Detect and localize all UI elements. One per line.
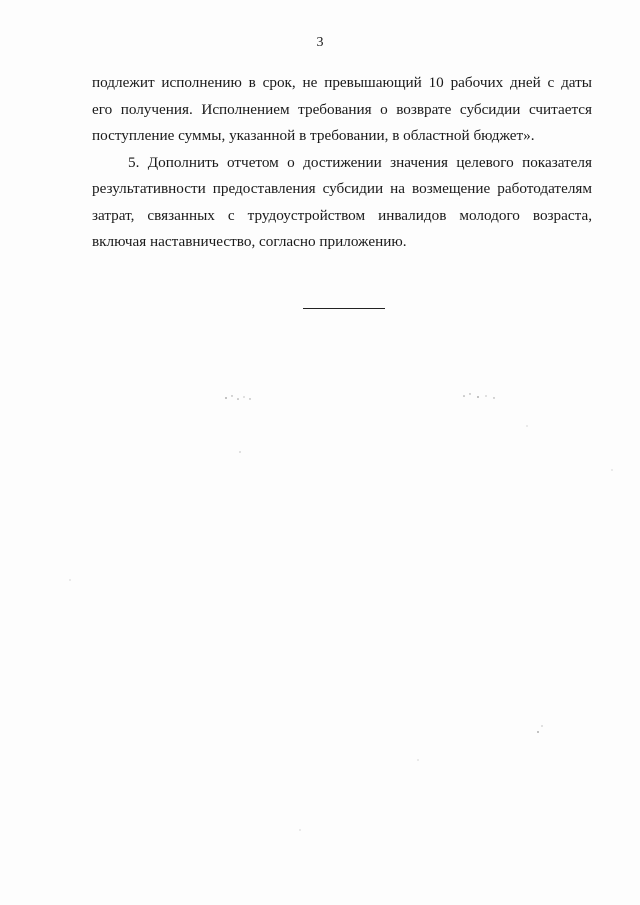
text-line: подлежит исполнению в срок, не превышающий 10 рабочих дней с даты: [92, 74, 592, 91]
body-text: [92, 70, 592, 256]
text-line: затрат, связанных с трудоустройством инвалидов молодого возраста,: [92, 206, 592, 224]
paragraph-item-5: [92, 150, 592, 256]
text-line: его получения. Исполнением требования о возврате субсидии считается: [92, 100, 592, 118]
text-line: 5. Дополнить отчетом о достижении значения целевого показателя: [128, 153, 592, 171]
text-line: результативности предоставления субсидии на возмещение работодателям: [92, 180, 592, 197]
paragraph-continuation: [92, 70, 592, 150]
text-line: поступление суммы, указанной в требовании, в областной бюджет».: [92, 127, 535, 144]
text-line: включая наставничество, согласно приложению.: [92, 233, 407, 250]
page-number: 3: [316, 35, 324, 50]
end-separator-line: [303, 308, 385, 309]
